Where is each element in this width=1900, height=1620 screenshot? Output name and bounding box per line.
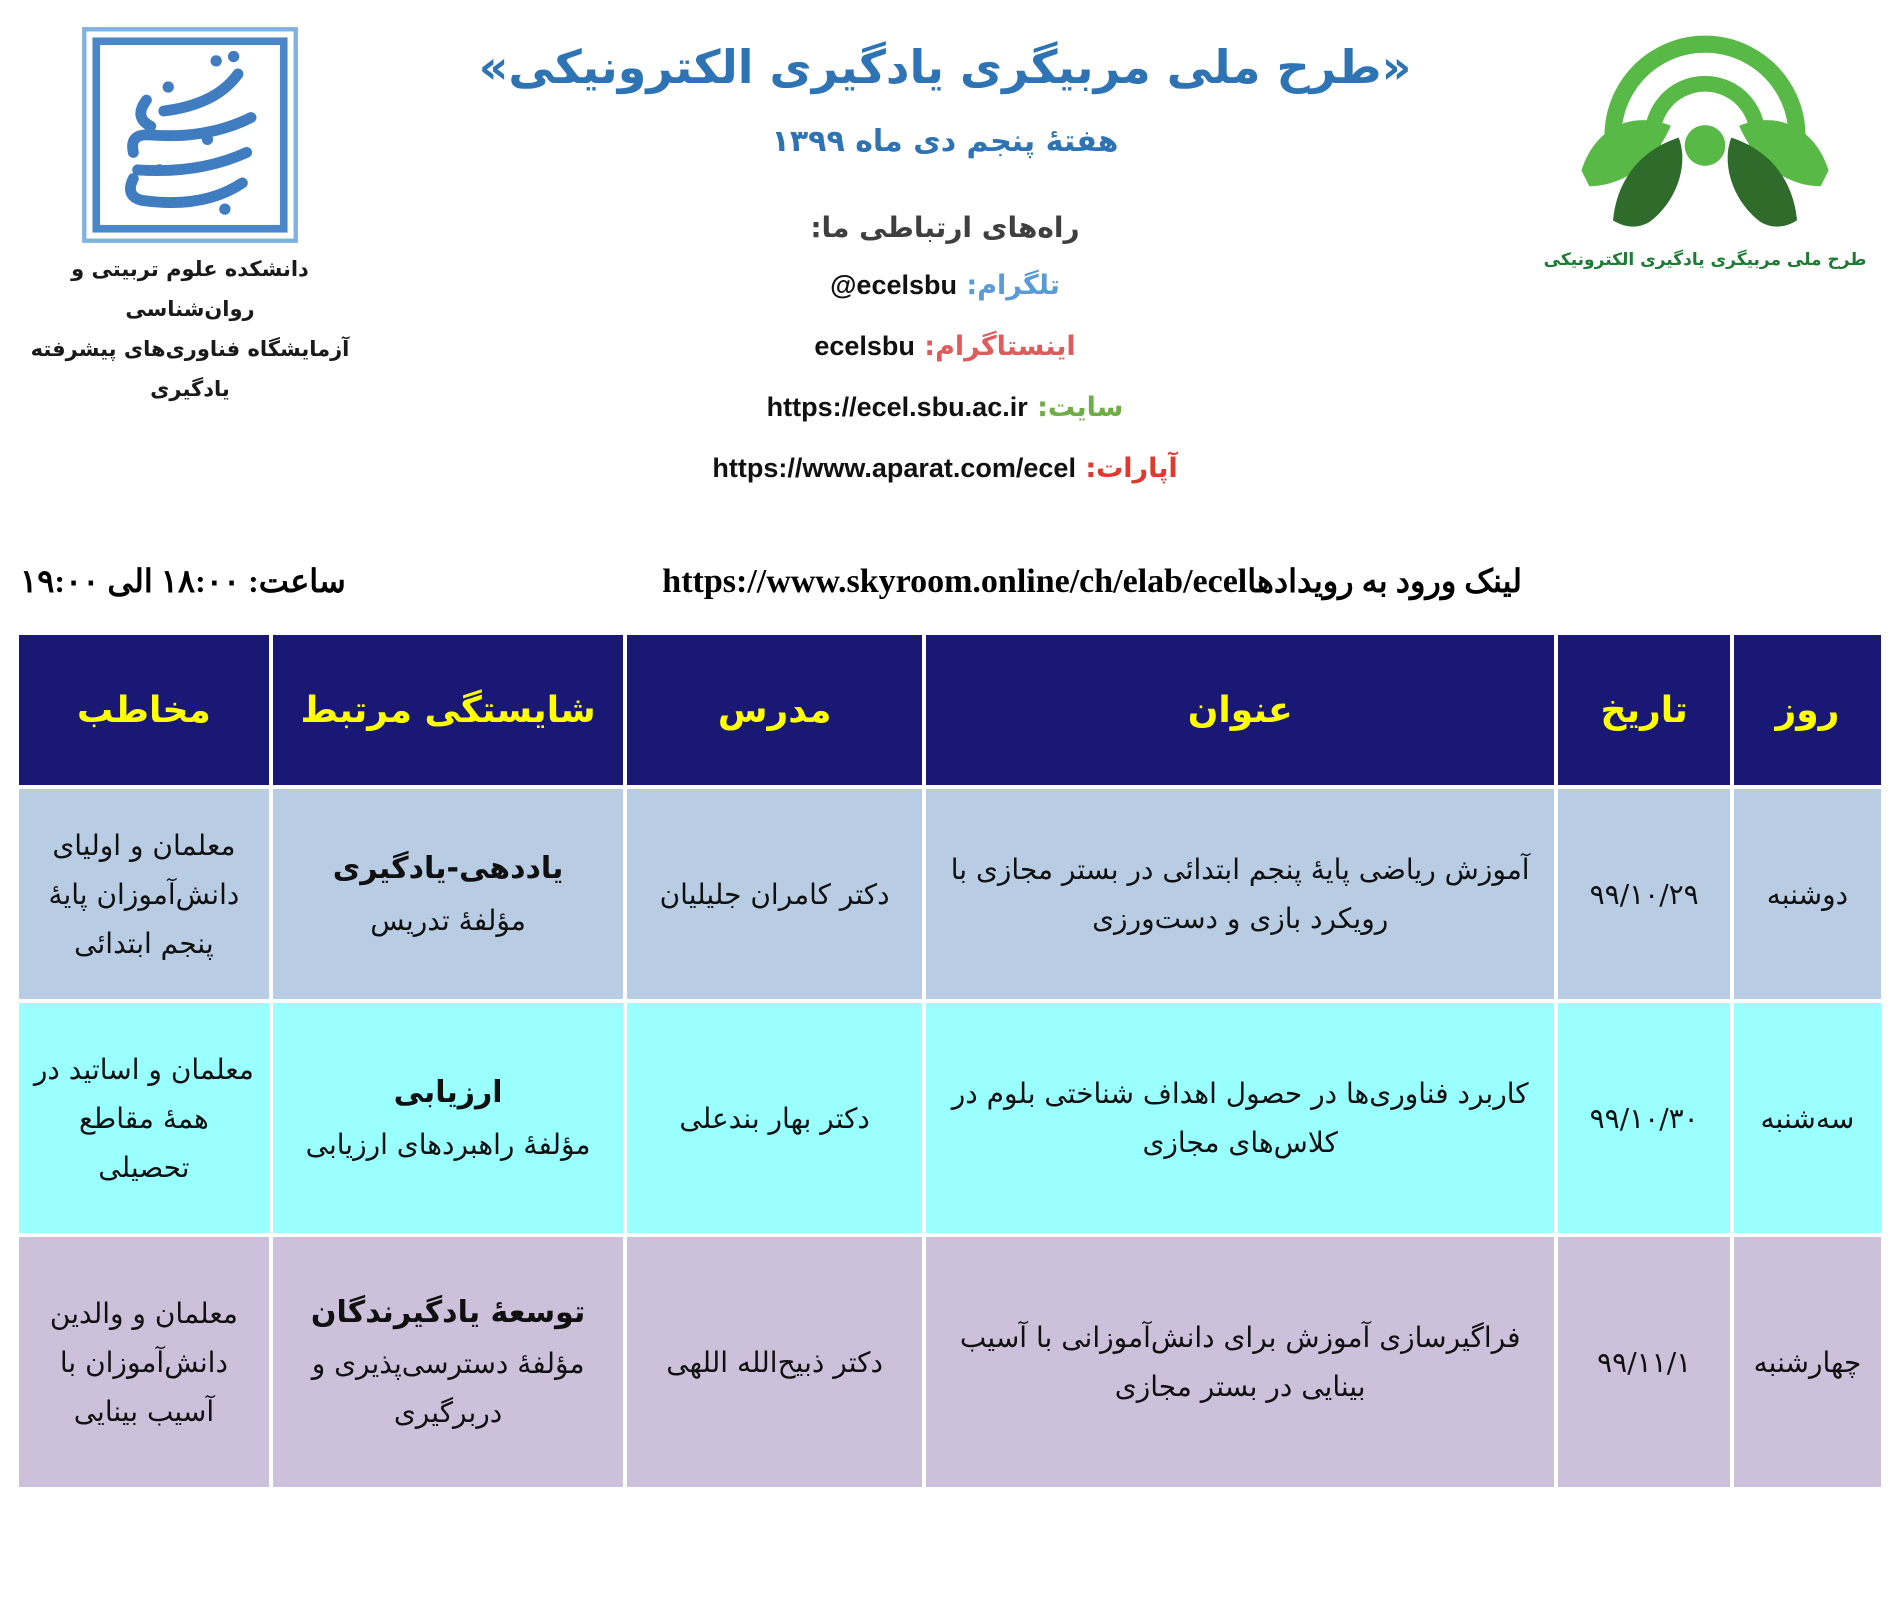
- cell-title: فراگیرسازی آموزش برای دانش‌آموزانی با آسیب بینایی در بستر مجازی: [924, 1235, 1557, 1489]
- cell-instructor: دکتر کامران جلیلیان: [625, 787, 924, 1001]
- university-logo-icon: [81, 26, 299, 244]
- instagram-handle: ecelsbu: [814, 331, 915, 361]
- program-block: [1540, 18, 1870, 514]
- cell-competency: [271, 1235, 626, 1489]
- cell-date: ۹۹/۱۰/۲۹: [1556, 787, 1731, 1001]
- aparat-label: آپارات:: [1085, 453, 1178, 484]
- competency-note: مؤلفهٔ راهبردهای ارزیابی: [305, 1127, 591, 1161]
- col-header-date: تاریخ: [1556, 633, 1731, 787]
- col-header-title: عنوان: [924, 633, 1557, 787]
- cell-title: آموزش ریاضی پایهٔ پنجم ابتدائی در بستر مجازی با رویکرد بازی و دست‌ورزی: [924, 787, 1557, 1001]
- page-title: «طرح ملی مربیگری یادگیری الکترونیکی»: [478, 40, 1412, 94]
- cell-instructor: دکتر ذبیح‌الله اللهی: [625, 1235, 924, 1489]
- cell-audience: معلمان و اساتید در همهٔ مقاطع تحصیلی: [17, 1001, 271, 1235]
- competency-main: توسعهٔ یادگیرندگان: [310, 1294, 586, 1330]
- telegram-label: تلگرام:: [966, 270, 1060, 301]
- page-subtitle: هفتهٔ پنجم دی ماه ۱۳۹۹: [771, 124, 1119, 159]
- aparat-url[interactable]: https://www.aparat.com/ecel: [712, 453, 1076, 483]
- competency-main: ارزیابی: [393, 1075, 503, 1111]
- schedule-table: [15, 631, 1885, 1491]
- faculty-name: دانشکده علوم تربیتی و روان‌شناسی: [71, 257, 309, 321]
- contact-section: [350, 211, 1540, 484]
- program-logo-icon: [1570, 18, 1840, 248]
- events-link-label: لینک ورود به رویدادها: [1247, 563, 1522, 599]
- contact-telegram: [350, 270, 1540, 301]
- cell-date: ۹۹/۱۰/۳۰: [1556, 1001, 1731, 1235]
- university-block: [30, 18, 350, 514]
- cell-audience: معلمان و والدین دانش‌آموزان با آسیب بینایی: [17, 1235, 271, 1489]
- header-center: [350, 18, 1540, 514]
- competency-note: مؤلفهٔ دسترسی‌پذیری و دربرگیری: [311, 1347, 585, 1430]
- cell-competency: [271, 1001, 626, 1235]
- col-header-audience: مخاطب: [17, 633, 271, 787]
- cell-day: چهارشنبه: [1732, 1235, 1883, 1489]
- cell-competency: [271, 787, 626, 1001]
- skyroom-link[interactable]: https://www.skyroom.online/ch/elab/ecel: [662, 563, 1248, 600]
- lab-name: آزمایشگاه فناوری‌های پیشرفته یادگیری: [30, 336, 350, 401]
- table-row: [17, 1001, 1883, 1235]
- col-header-instructor: مدرس: [625, 633, 924, 787]
- telegram-handle: @ecelsbu: [830, 270, 957, 300]
- contact-aparat: [350, 453, 1540, 484]
- col-header-competency: شایستگی مرتبط: [271, 633, 626, 787]
- website-url[interactable]: https://ecel.sbu.ac.ir: [766, 392, 1028, 422]
- competency-note: مؤلفهٔ تدریس: [370, 903, 526, 937]
- events-time: ساعت: ۱۸:۰۰ الی ۱۹:۰۰: [20, 563, 346, 599]
- table-row: [17, 787, 1883, 1001]
- cell-day: سه‌شنبه: [1732, 1001, 1883, 1235]
- cell-audience: معلمان و اولیای دانش‌آموزان پایهٔ پنجم ابتدائی: [17, 787, 271, 1001]
- contact-heading: راه‌های ارتباطی ما:: [810, 211, 1080, 244]
- competency-main: یاددهی-یادگیری: [332, 851, 564, 887]
- cell-day: دوشنبه: [1732, 787, 1883, 1001]
- program-caption: طرح ملی مربیگری یادگیری الکترونیکی: [1543, 250, 1867, 270]
- events-row: [20, 562, 1880, 601]
- page-header: [0, 0, 1900, 514]
- instagram-label: اینستاگرام:: [924, 331, 1076, 362]
- website-label: سایت:: [1037, 392, 1124, 423]
- contact-instagram: [350, 331, 1540, 362]
- col-header-day: روز: [1732, 633, 1883, 787]
- table-header-row: [17, 633, 1883, 787]
- table-row: [17, 1235, 1883, 1489]
- cell-title: کاربرد فناوری‌ها در حصول اهداف شناختی بلوم در کلاس‌های مجازی: [924, 1001, 1557, 1235]
- contact-website: [350, 392, 1540, 423]
- cell-date: ۹۹/۱۱/۱: [1556, 1235, 1731, 1489]
- cell-instructor: دکتر بهار بندعلی: [625, 1001, 924, 1235]
